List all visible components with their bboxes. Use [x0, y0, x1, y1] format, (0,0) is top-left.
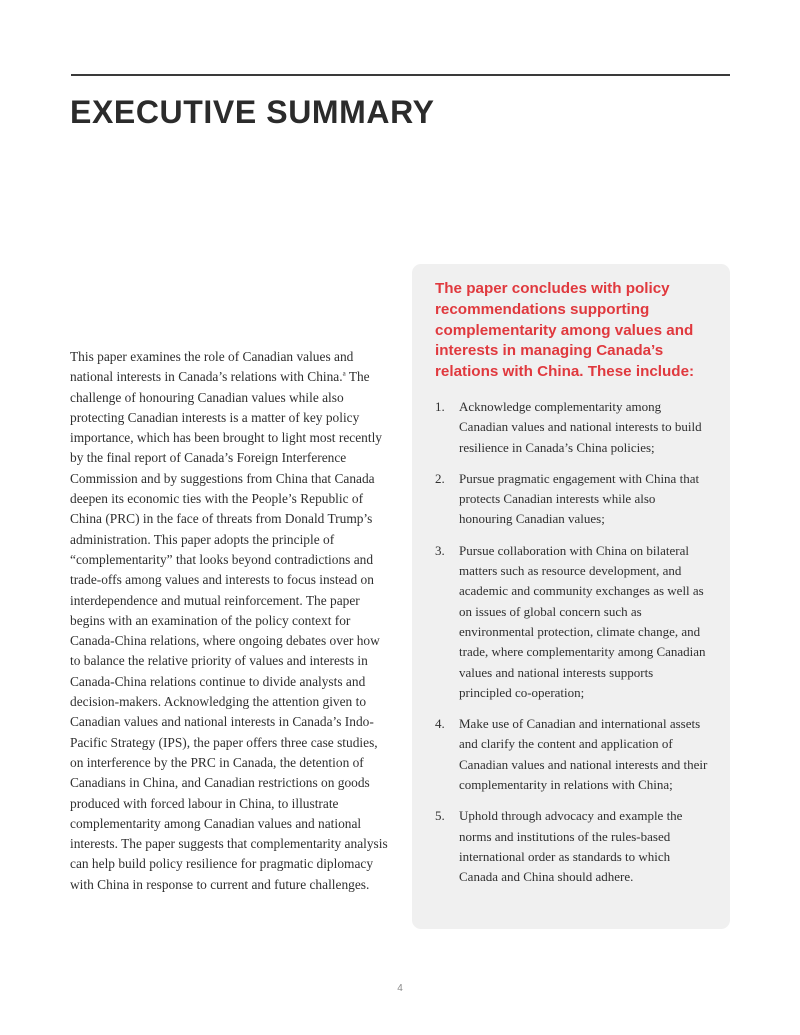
- recommendation-item: [435, 469, 708, 530]
- recommendation-item: [435, 806, 708, 887]
- page-number: 4: [397, 983, 403, 994]
- recommendation-number: 4.: [435, 716, 445, 732]
- recommendation-text: Uphold through advocacy and example the norms and institutions of the rules-based international order as standards to which Canada and China should adhere.: [459, 808, 683, 885]
- header-rule: [71, 74, 730, 76]
- recommendations-list: [435, 397, 708, 888]
- summary-text-rest: The challenge of honouring Canadian values while also protecting Canadian interests is a matter of key policy importance, which has been brought to light most recently by the final report of Canada’s Foreign Interference Commission and by suggestions from China that Canada deepen its economic ties with the People’s Republic of China (PRC) in the face of threats from Donald Trump’s administration. This paper adopts the principle of “complementarity” that looks beyond contradictions and trade-offs among values and interests to focus instead on interdependence and mutual reinforcement. The paper begins with an examination of the policy context for Canada-China relations, where ongoing debates over how to balance the relative priority of values and interests in Canada-China relations continue to divide analysts and decision-makers. Acknowledging the attention given to Canadian values and national interests in Canada’s Indo-Pacific Strategy (IPS), the paper offers three case studies, on interference by the PRC in Canada, the detention of Canadians in China, and Canadian restrictions on goods produced with forced labour in China, to illustrate complementarity among Canadian values and national interests. The paper suggests that complementarity analysis can help build policy resilience for pragmatic diplomacy with China in response to current and future challenges.: [70, 369, 388, 892]
- recommendation-item: [435, 397, 708, 458]
- recommendation-item: [435, 541, 708, 703]
- recommendation-text: Acknowledge complementarity among Canadian values and national interests to build resilience in Canada’s China policies;: [459, 398, 702, 455]
- recommendation-number: 1.: [435, 398, 445, 414]
- recommendation-text: Make use of Canadian and international assets and clarify the content and application of Canadian values and national interests and their complementarity in relations with China;: [459, 716, 708, 793]
- recommendation-number: 2.: [435, 470, 445, 486]
- summary-text-lead: This paper examines the role of Canadian values and national interests in Canada’s relations with China.: [70, 349, 354, 385]
- summary-paragraph: [70, 347, 392, 895]
- recommendation-number: 5.: [435, 808, 445, 824]
- footnote-marker[interactable]: a: [342, 369, 346, 378]
- callout-heading: The paper concludes with policy recommendations supporting complementarity among values and interests in managing Canada’s relations with China. These include:: [435, 280, 695, 381]
- recommendation-item: [435, 714, 708, 795]
- recommendation-text: Pursue collaboration with China on bilateral matters such as resource development, and academic and community exchanges as well as on issues of global concern such as environmental protection, climate change, and trade, where complementarity among Canadian values and national interests supports principled co-operation;: [459, 542, 706, 700]
- recommendations-callout: [412, 264, 730, 929]
- page-title: EXECUTIVE SUMMARY: [70, 94, 435, 130]
- recommendation-text: Pursue pragmatic engagement with China that protects Canadian interests while also honouring Canadian values;: [459, 470, 700, 527]
- recommendation-number: 3.: [435, 542, 445, 558]
